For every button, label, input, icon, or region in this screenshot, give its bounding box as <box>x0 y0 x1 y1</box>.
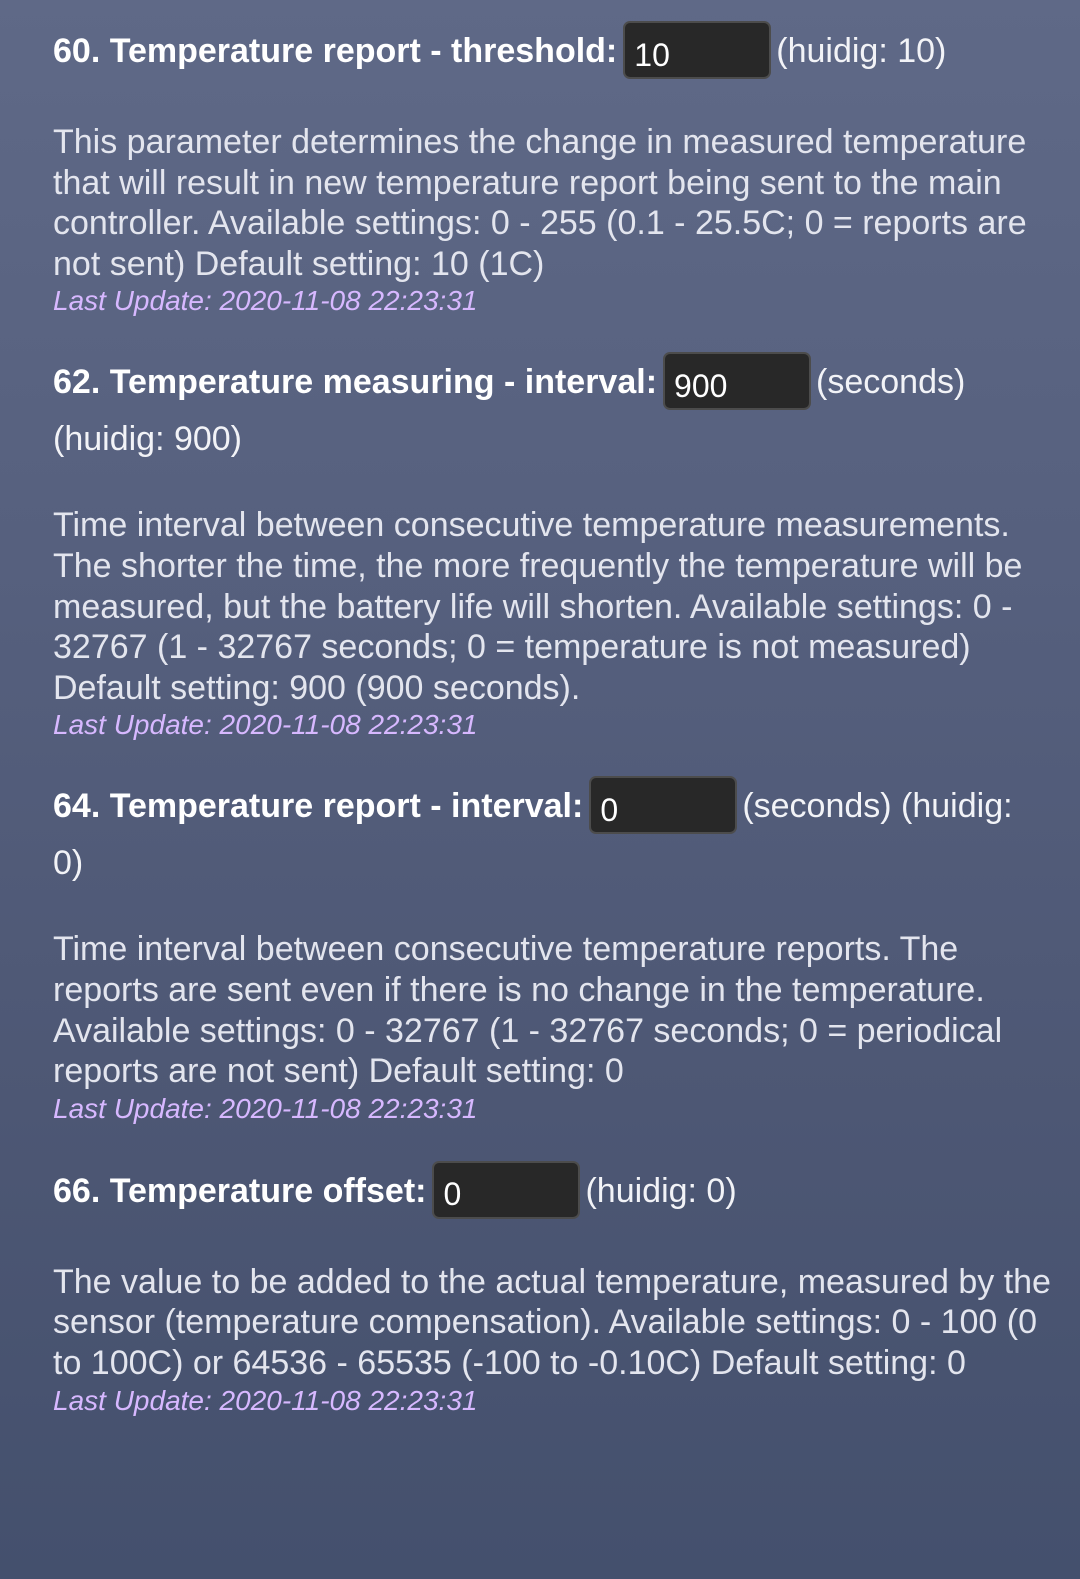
parameter-title: 60. Temperature report - threshold: <box>53 31 618 70</box>
last-update: Last Update: 2020-11-08 22:23:31 <box>53 285 478 317</box>
parameter-description: This parameter determines the change in measured temperature that will result in new temperature report being sent to the main controller. Available settings: 0 - 255 (0.1 - 25.5C; 0 = reports are not sent) Default setting: 10 (1C) <box>53 123 1027 283</box>
parameter-66 <box>53 1164 1052 1418</box>
parameter-description: The value to be added to the actual temperature, measured by the sensor (temperature compensation). Available settings: 0 - 100 (0 to 100C) or 64536 - 65535 (-100 to -0.10C) Default setting: 0 <box>53 1262 1051 1382</box>
parameter-header <box>53 779 1052 889</box>
last-update: Last Update: 2020-11-08 22:23:31 <box>53 1384 478 1416</box>
parameter-current-value: (seconds) (huidig: 0) <box>53 787 1013 883</box>
parameter-title: 64. Temperature report - interval: <box>53 787 584 826</box>
parameter-62 <box>53 355 1052 742</box>
parameter-title: 66. Temperature offset: <box>53 1171 427 1210</box>
parameter-header <box>53 24 1052 82</box>
parameter-header <box>53 355 1052 465</box>
parameter-current-value: (huidig: 10) <box>776 31 947 70</box>
parameter-value-input[interactable] <box>623 21 771 79</box>
parameter-description: Time interval between consecutive temperature measurements. The shorter the time, the more frequently the temperature will be measured, but the battery life will shorten. Available settings: 0 - 32767 (1 - 32767 seconds; 0 = temperature is not measured) Default setting: 900 (900 seconds). <box>53 506 1023 707</box>
parameter-header <box>53 1164 1052 1222</box>
parameter-title: 62. Temperature measuring - interval: <box>53 363 658 402</box>
parameter-60 <box>53 0 1052 318</box>
parameter-value-input[interactable] <box>663 352 811 410</box>
last-update: Last Update: 2020-11-08 22:23:31 <box>53 1092 478 1124</box>
parameter-value-input[interactable] <box>432 1161 580 1219</box>
parameter-current-value: (huidig: 0) <box>585 1171 737 1210</box>
parameter-64 <box>53 779 1052 1125</box>
parameter-value-input[interactable] <box>589 776 737 834</box>
parameter-current-value: (seconds) (huidig: 900) <box>53 363 966 459</box>
last-update: Last Update: 2020-11-08 22:23:31 <box>53 709 478 741</box>
parameter-description: Time interval between consecutive temperature reports. The reports are sent even if there is no change in the temperature. Available settings: 0 - 32767 (1 - 32767 seconds; 0 = periodical reports are not sent) Default setting: 0 <box>53 930 1003 1091</box>
